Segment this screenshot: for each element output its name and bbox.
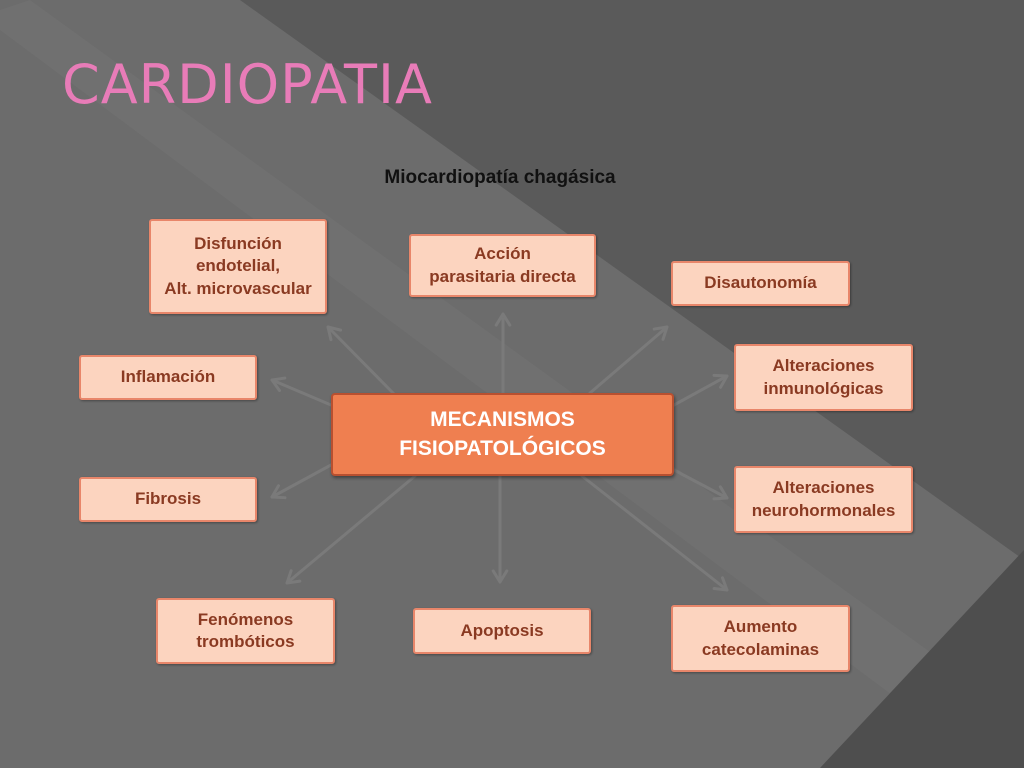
node-fenomenos-tromboticos: Fenómenos trombóticos: [156, 598, 335, 664]
diagram-title: Miocardiopatía chagásica: [384, 167, 616, 188]
center-node-mecanismos: MECANISMOS FISIOPATOLÓGICOS: [331, 393, 674, 476]
arrow-to-fibrosis: [272, 465, 331, 498]
node-fibrosis: Fibrosis: [79, 477, 257, 522]
arrow-to-accion: [496, 314, 510, 393]
arrow-to-inflamacion: [272, 378, 331, 405]
node-apoptosis: Apoptosis: [413, 608, 591, 654]
arrow-to-inmunologicas: [674, 375, 727, 405]
slide-title: CARDIOPATIA: [62, 53, 433, 116]
node-aumento-catecolaminas: Aumento catecolaminas: [671, 605, 850, 672]
node-inflamacion: Inflamación: [79, 355, 257, 400]
arrow-to-apoptosis: [493, 476, 507, 582]
node-disautonomia: Disautonomía: [671, 261, 850, 306]
node-alteraciones-inmunologicas: Alteraciones inmunológicas: [734, 344, 913, 411]
arrow-to-disfuncion: [328, 327, 395, 395]
arrow-to-disautonomia: [590, 327, 667, 393]
arrow-to-tromboticos: [287, 476, 415, 583]
node-accion-parasitaria: Acción parasitaria directa: [409, 234, 596, 297]
arrow-to-catecolaminas: [582, 476, 727, 590]
node-alteraciones-neurohormonales: Alteraciones neurohormonales: [734, 466, 913, 533]
node-disfuncion-endotelial: Disfunción endotelial, Alt. microvascular: [149, 219, 327, 314]
arrow-to-neurohormonales: [674, 470, 727, 499]
